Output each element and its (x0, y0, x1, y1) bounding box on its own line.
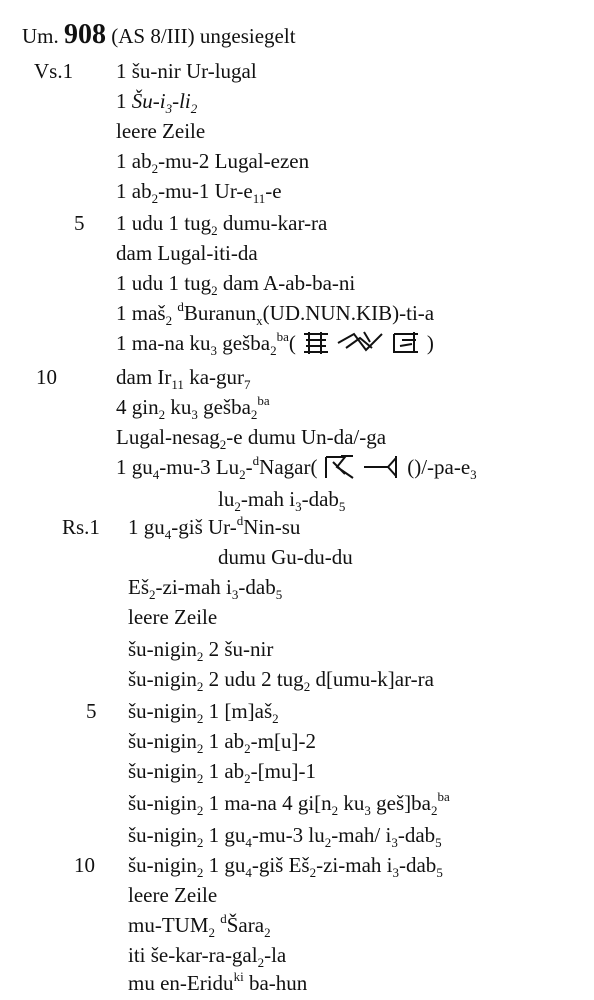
obv-empty-line: leere Zeile (116, 119, 206, 143)
cuneiform-sign-4 (323, 454, 357, 480)
rev-empty-line-2: leere Zeile (128, 883, 218, 907)
obv-line-13: 1 $gu_4-mu-3$ $Lu_2-^dNagar$( $()/-pa-e_3$ (116, 453, 477, 482)
header-date: (AS 8/III) (111, 24, 195, 48)
tablet-number: 908 (64, 19, 106, 50)
rev-line-10: šu-nigin$_2$ 1 $gu_4-mu-3$ $lu_2-mah/$ $i_3-dab_5$ (128, 823, 442, 850)
cuneiform-sign-5 (362, 454, 402, 480)
rev-line-13: iti še-kar-ra-gal$_2$-la (128, 943, 287, 970)
header-seal: ungesiegelt (199, 24, 296, 48)
obv-line-11: 4 gin$_2$ $ku_3$ gešba$_2^{ba}$ (116, 393, 270, 422)
label-obv-5: 5 (74, 211, 85, 235)
obv-line-8: 1 maš$_2$ $^d$Buranun$_x$(UD.NUN.KIB)-ti-a (116, 299, 435, 328)
cuneiform-sign-3 (390, 330, 422, 356)
cuneiform-sign-2 (336, 330, 384, 356)
obv-line-1: 1 šu-nir Ur-lugal (116, 59, 257, 83)
rev-line-14: mu en-Eridu$^{ki}$ ba-hun (128, 969, 308, 995)
obv-line-12: Lugal-nesag$_2$-e dumu Un-da/-ga (116, 425, 387, 452)
obv-line-5: 1 udu 1 tug$_2$ dumu-kar-ra (116, 211, 328, 238)
rev-line-12: $mu-TUM_2$ $^d$Šara$_2$ (128, 911, 271, 940)
rev-line-6: šu-nigin$_2$ 1 $[m]aš_2$ (128, 699, 279, 726)
cuneiform-sign-1 (301, 330, 331, 356)
rev-line-7: šu-nigin$_2$ 1 $ab_2-m[u]-2$ (128, 729, 316, 756)
label-rs: Rs.1 (62, 515, 100, 539)
label-rev-5: 5 (86, 699, 97, 723)
rev-line-1: 1 $gu_4$-giš Ur-$^d$Nin-su (128, 513, 301, 542)
rev-line-5: šu-nigin$_2$ 2 udu 2 tug$_2$ d[umu-k]ar-ra (128, 667, 434, 694)
obv-line-3: 1 $ab_2-mu-2$ Lugal-ezen (116, 149, 310, 176)
obv-line-7: 1 udu 1 tug$_2$ dam A-ab-ba-ni (116, 271, 356, 298)
obv-line-9: 1 ma-na $ku_3$ gešba$_2^{ba}$( ) (116, 329, 434, 358)
rev-line-9: šu-nigin$_2$ 1 ma-na 4 $gi[n_2$ $ku_3$ $geš]ba_2^{ba}$ (128, 789, 450, 818)
label-vs: Vs.1 (34, 59, 74, 83)
obv-line-2: 1 $Šu-i_3-li_2$ (116, 89, 198, 116)
rev-empty-line: leere Zeile (128, 605, 218, 629)
rev-line-3: $Eš_2-zi$-mah $i_3-dab_5$ (128, 575, 283, 602)
obv-line-10: dam $Ir_{11}$ ka-gur$_7$ (116, 365, 251, 392)
header-prefix: Um. (22, 24, 59, 48)
obv-line-4: 1 $ab_2-mu-1$ $Ur-e_{11}-e$ (116, 179, 282, 206)
obv-line-6: dam Lugal-iti-da (116, 241, 258, 265)
rev-line-4: šu-nigin$_2$ 2 šu-nir (128, 637, 274, 664)
rev-line-8: šu-nigin$_2$ 1 $ab_2-[mu]-1$ (128, 759, 316, 786)
rev-line-11: šu-nigin$_2$ 1 $gu_4$-giš $Eš_2-zi$-mah $i_3-dab_5$ (128, 853, 443, 880)
label-rev-10: 10 (74, 853, 95, 877)
tablet-header (22, 19, 296, 50)
obv-line-14: $lu_2$-mah $i_3-dab_5$ (218, 487, 346, 514)
label-obv-10: 10 (36, 365, 57, 389)
rev-line-2: dumu Gu-du-du (218, 545, 353, 569)
